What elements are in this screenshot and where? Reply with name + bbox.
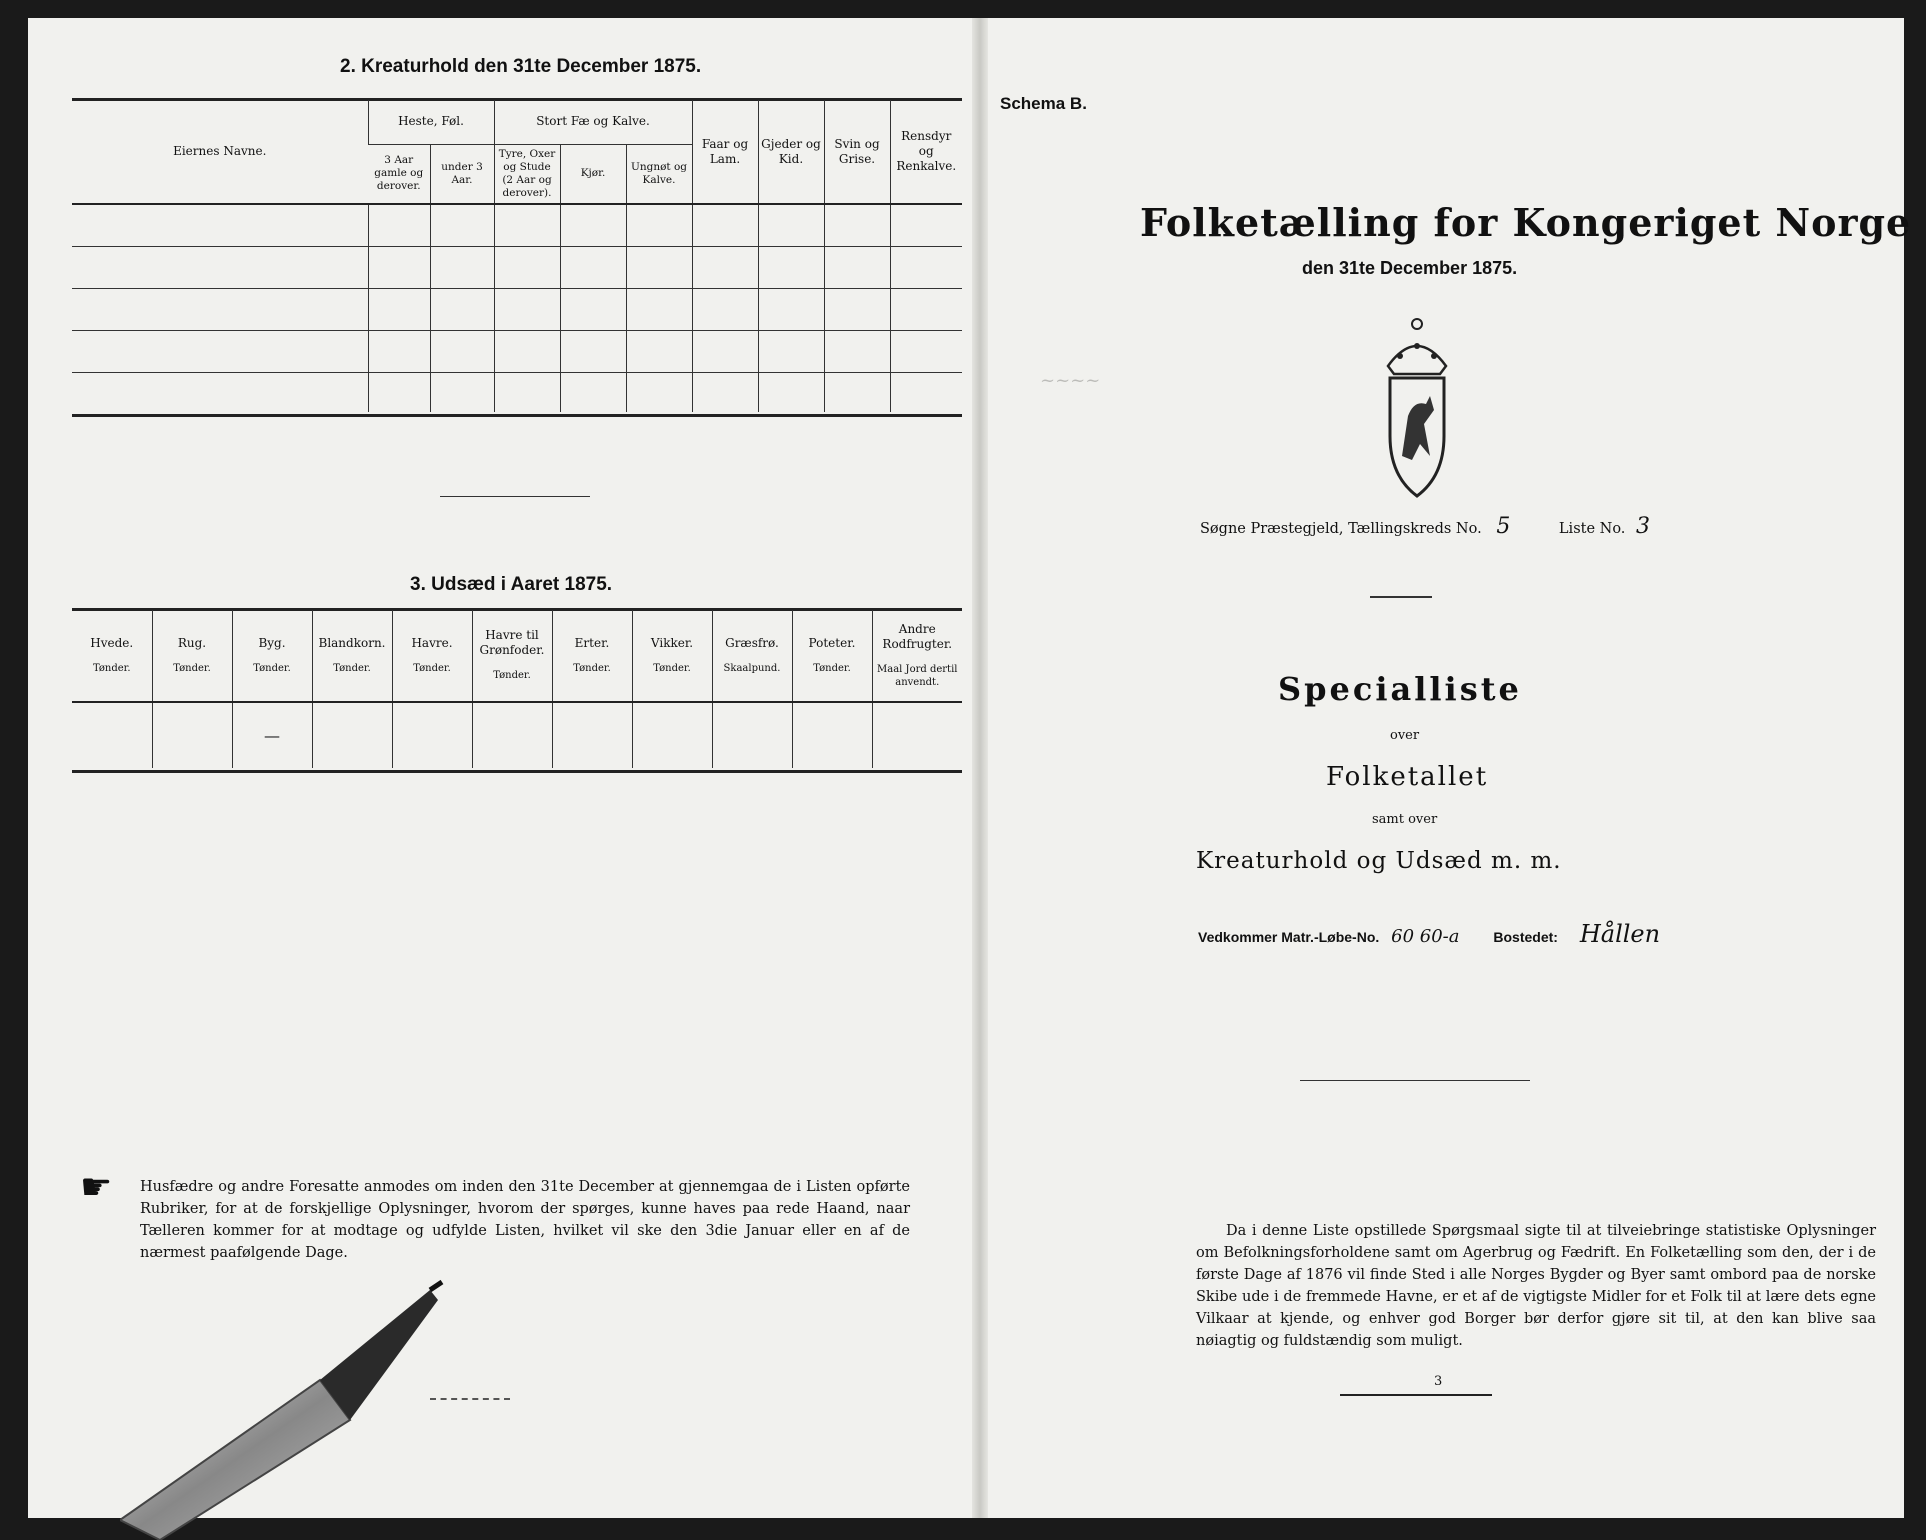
kjor-header: Kjør. (560, 144, 626, 204)
faar-header: Faar og Lam. (692, 100, 758, 204)
bosted-value: Hållen (1579, 920, 1661, 948)
udsaed-col-unit: Maal Jord dertil anvendt. (877, 664, 958, 688)
divider-short (440, 496, 590, 497)
udsaed-col-unit: Skaalpund. (723, 662, 781, 674)
udsaed-cell (72, 702, 152, 768)
census-title: Folketælling for Kongeriget Norge (1140, 200, 1912, 245)
udsaed-col-unit: Tønder. (333, 662, 371, 674)
bleed-through-text: ~~~~ (1040, 370, 1101, 391)
krets-value: 5 (1496, 514, 1511, 539)
udsaed-cell (312, 702, 392, 768)
udsaed-col-header (472, 610, 552, 702)
udsaed-title: 3. Udsæd i Aaret 1875. (410, 574, 613, 595)
udsaed-cell (872, 702, 962, 768)
udsaed-bottom-rule (72, 770, 962, 773)
kreatur-row-line-1 (72, 246, 962, 247)
divider-right-1 (1370, 596, 1432, 598)
udsaed-col-unit: Tønder. (92, 662, 131, 674)
udsaed-col-header (712, 610, 792, 702)
gjeder-header: Gjeder og Kid. (758, 100, 824, 204)
matr-line (1198, 920, 1660, 948)
udsaed-cell (472, 702, 552, 768)
parish-label: Søgne Præstegjeld, (1200, 521, 1344, 537)
pointing-hand-icon: ☛ (80, 1167, 113, 1208)
kreatur-row-line-4 (72, 372, 962, 373)
udsaed-col-unit: Tønder. (253, 662, 291, 674)
udsaed-cell (712, 702, 792, 768)
udsaed-col-name: Erter. (574, 635, 610, 650)
liste-label: Liste No. (1558, 521, 1626, 537)
matr-value: 60 60-a (1391, 926, 1460, 947)
kreatur-row-line-3 (72, 330, 962, 331)
udsaed-cell (392, 702, 472, 768)
pencil-icon (120, 1250, 460, 1540)
rensdyr-header: Rensdyr og Renkalve. (890, 100, 962, 204)
specialliste-title: Specialliste (1278, 670, 1522, 708)
divider-right-3 (1340, 1394, 1492, 1396)
over-text: over (1390, 728, 1420, 743)
udsaed-col-unit: Tønder. (173, 662, 211, 674)
udsaed-col-name: Andre Rodfrugter. (882, 622, 953, 651)
census-footnote: Da i denne Liste opstillede Spørgsmaal sigte til at tilveiebringe statistiske Oplysninger om Befolkningsforholdene samt om Agerbrug og Fædrift. En Folketælling som den, der i de første Dage af 1876 vil finde Sted i alle Norges Bygder og Byer samt ombord paa de norske Skibe ude i de fremmede Havne, er et af de vigtigste Midler for et Folk til at lære dets egne Vilkaar at kjende, og enhver god Borger bør derfor gjøre sit til, at den kan blive saa nøiagtig og fuldstændig som muligt. (1196, 1223, 1876, 1349)
udsaed-col-header (552, 610, 632, 702)
udsaed-col-header (872, 610, 962, 702)
ungnot-header: Ungnøt og Kalve. (626, 144, 692, 204)
kreatur-table (72, 100, 962, 412)
udsaed-col-header (72, 610, 152, 702)
udsaed-col-header (392, 610, 472, 702)
udsaed-col-name: Hvede. (90, 635, 134, 650)
heste-young-header: under 3 Aar. (430, 144, 494, 204)
svin-header: Svin og Grise. (824, 100, 890, 204)
udsaed-col-header (632, 610, 712, 702)
kreaturhold-subtitle: Kreaturhold og Udsæd m. m. (1196, 848, 1562, 874)
udsaed-cell (632, 702, 712, 768)
divider-dashed (430, 1398, 510, 1400)
udsaed-col-name: Græsfrø. (725, 635, 779, 650)
kreaturhold-title: 2. Kreaturhold den 31te December 1875. (340, 56, 702, 77)
udsaed-col-header (152, 610, 232, 702)
udsaed-col-header (792, 610, 872, 702)
udsaed-col-header (232, 610, 312, 702)
udsaed-cell (792, 702, 872, 768)
stort-fae-header: Stort Fæ og Kalve. (494, 100, 692, 144)
matr-label: Vedkommer Matr.-Løbe-No. (1198, 929, 1380, 945)
liste-value: 3 (1636, 514, 1651, 539)
udsaed-header-row (72, 610, 962, 702)
heste-old-header: 3 Aar gamle og derover. (374, 154, 424, 193)
tyre-header: Tyre, Oxer og Stude (2 Aar og derover). (494, 144, 560, 204)
krets-label: Tællingskreds No. (1348, 521, 1482, 537)
udsaed-col-name: Havre til Grønfoder. (479, 628, 545, 658)
udsaed-col-unit: Tønder. (653, 662, 691, 674)
udsaed-col-name: Byg. (258, 635, 286, 650)
udsaed-col-name: Vikker. (650, 635, 694, 650)
kreatur-body-row (72, 204, 962, 412)
schema-label: Schema B. (1000, 94, 1087, 113)
udsaed-body-row (72, 702, 962, 768)
instruction-note: Husfædre og andre Foresatte anmodes om inden den 31te December at gjennemgaa de i Listen opførte Rubriker, for at de forskjellige Oplysninger, hvorom der spørges, kunne haves paa rede Haand, naar Tælleren kommer for at modtage og udfylde Listen, hvilket vil ske den 3die Januar eller en af de nærmest paafølgende Dage. (140, 1179, 910, 1261)
divider-right-2 (1300, 1080, 1530, 1081)
udsaed-col-unit: Tønder. (573, 662, 611, 674)
kreatur-bottom-rule (72, 414, 962, 417)
udsaed-col-unit: Tønder. (493, 670, 531, 682)
bosted-label: Bostedet: (1493, 929, 1558, 945)
location-line (1200, 514, 1650, 539)
udsaed-col-header (312, 610, 392, 702)
udsaed-cell (152, 702, 232, 768)
norway-coat-of-arms-icon (1378, 316, 1456, 504)
samt-over-text: samt over (1372, 812, 1438, 827)
byg-value: — (264, 725, 280, 745)
udsaed-col-name: Blandkorn. (318, 635, 386, 650)
folketallet-text: Folketallet (1326, 762, 1489, 792)
heste-header: Heste, Føl. (368, 100, 494, 144)
page-gutter (972, 18, 988, 1518)
udsaed-col-unit: Tønder. (413, 662, 451, 674)
udsaed-col-name: Havre. (411, 635, 453, 650)
udsaed-col-unit: Tønder. (813, 662, 851, 674)
page-mark: 3 (1434, 1374, 1443, 1389)
kreatur-row-line-2 (72, 288, 962, 289)
udsaed-cell (552, 702, 632, 768)
udsaed-cell (232, 702, 312, 768)
udsaed-col-name: Poteter. (808, 635, 856, 650)
udsaed-table (72, 610, 962, 768)
udsaed-col-name: Rug. (177, 635, 207, 650)
census-subtitle: den 31te December 1875. (1302, 258, 1518, 278)
owner-header: Eiernes Navne. (173, 144, 267, 158)
